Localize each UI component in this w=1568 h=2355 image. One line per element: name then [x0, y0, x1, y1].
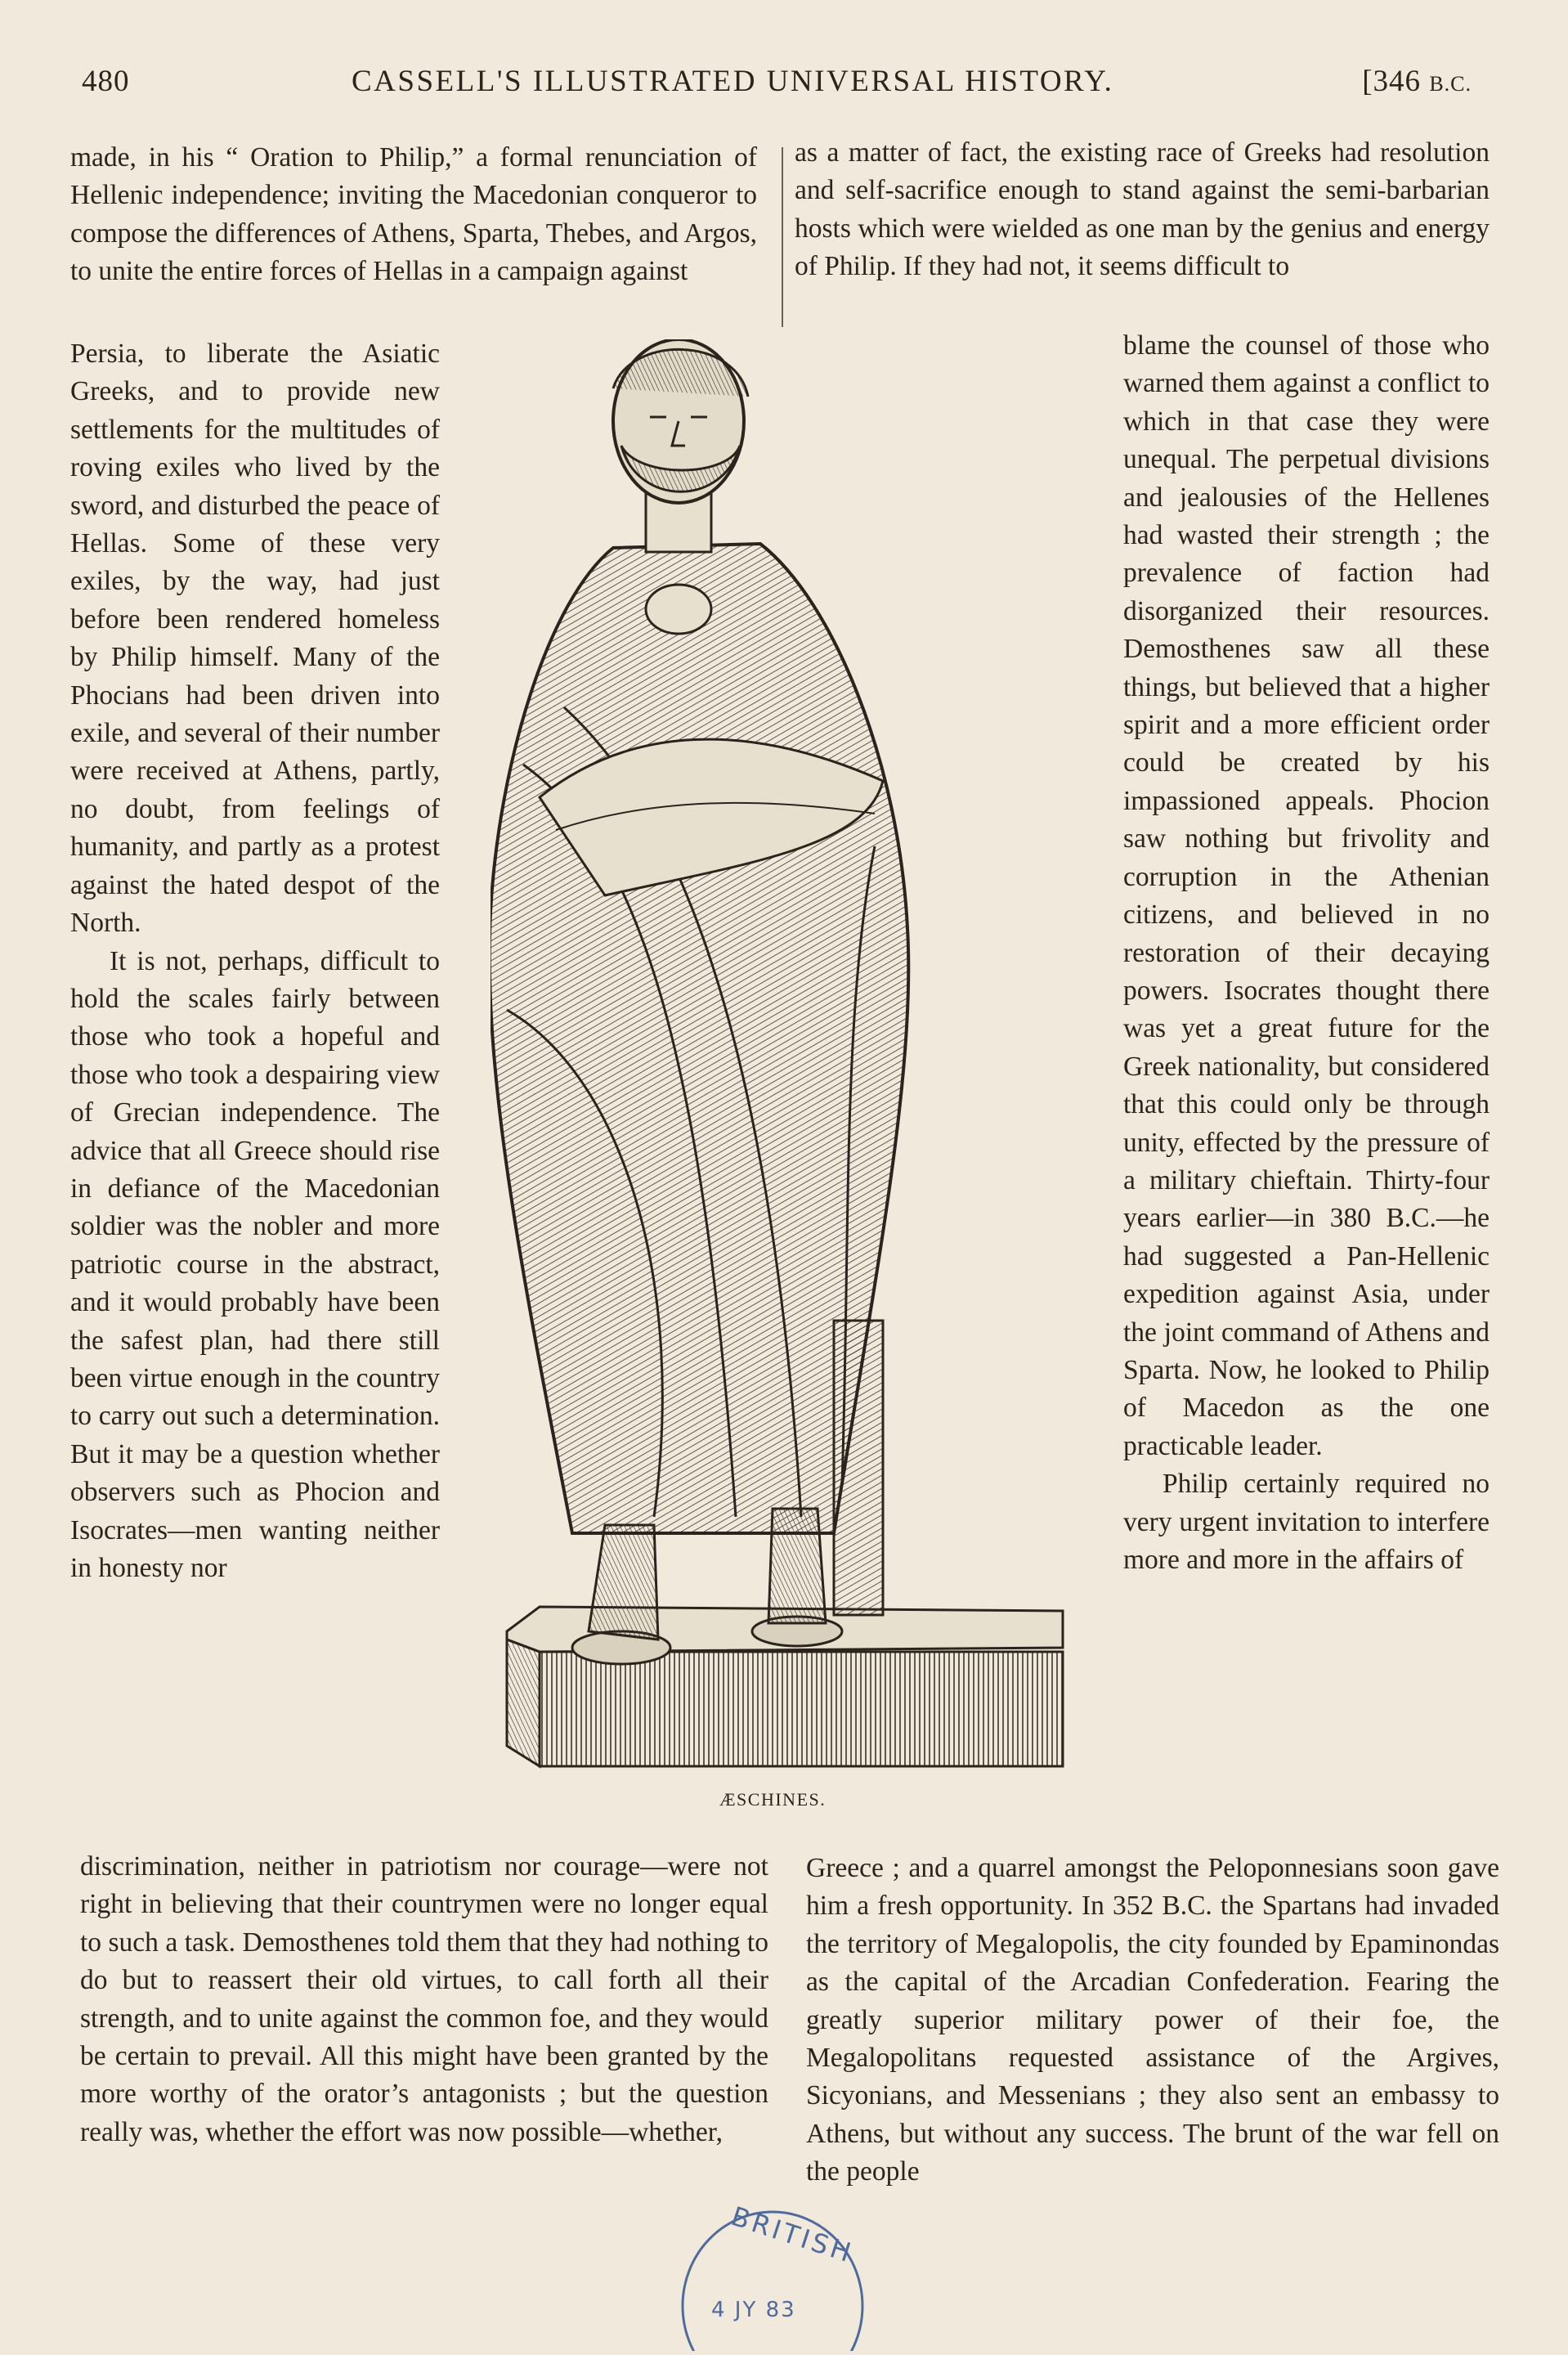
date-open: [346 — [1362, 65, 1422, 98]
column-1-top-text — [70, 139, 757, 291]
paragraph: Persia, to liberate the Asiatic Greeks, and to provide new settlements for the multitudes of roving exiles who lived by the sword, and disturbed the peace of Hellas. Some of these very exiles, by the way, had just before been rendered homeless by Philip himself. Many of the Phocians had been driven into exile, and several of their number were received at Athens, partly, no doubt, from feelings of humanity, and partly as a protest against the hated despot of the North. — [70, 339, 440, 939]
running-title: CASSELL'S ILLUSTRATED UNIVERSAL HISTORY. — [352, 65, 1114, 98]
paragraph: discrimination, neither in patriotism nor courage—were not right in believing that their countrymen were no longer equal to such a task. Demosthenes told them that they had nothing to do but to reassert their old virtues, to call forth all their strength, and to unite against the common foe, and they would be certain to prevail. All this might have been granted by the more worthy of the orator’s antagonists ; but the question really was, whether the effort was now possible—whether, — [80, 1851, 768, 2147]
column-2-side-text — [1123, 327, 1490, 1579]
paragraph: Philip certainly required no very urgent invitation to interfere more and more in the affairs of — [1123, 1469, 1490, 1575]
column-1-side-text — [70, 335, 440, 1587]
statue-engraving-icon — [491, 339, 1079, 1795]
aeschines-statue-figure — [491, 339, 1079, 1795]
column-2-top-text — [795, 134, 1490, 286]
figure-caption: ÆSCHINES. — [719, 1789, 827, 1810]
library-stamp — [679, 2200, 867, 2351]
paragraph: Greece ; and a quarrel amongst the Peloponnesians soon gave him a fresh opportunity. In 352 B.C. the Spartans had invaded the territory of Megalopolis, the city founded by Epaminondas as the capital of the Arcadian Confederation. Fearing the greatly superior military power of their foe, the Megalopolitans requested assistance of the Argives, Sicyonians, and Messenians ; they also sent an embassy to Athens, but without any success. The brunt of the war fell on the people — [806, 1853, 1499, 2187]
stamp-date-text: 4 JY 83 — [711, 2298, 796, 2322]
paragraph: made, in his “ Oration to Philip,” a formal renunciation of Hellenic independence; inviting the Macedonian conqueror to compose the differences of Athens, Sparta, Thebes, and Argos, to unite the entire forces of Hellas in a campaign against — [70, 142, 757, 287]
column-rule — [782, 147, 783, 327]
running-header — [82, 64, 1488, 105]
paragraph: blame the counsel of those who warned them against a conflict to which in that case they were unequal. The perpetual divisions and jealousies of the Hellenes had wasted their strength ; the prevalence of faction had disorganized their resources. Demosthenes saw all these things, but believed that a higher spirit and a more efficient order could be created by his impassioned appeals. Phocion saw nothing but frivolity and corruption in the Athenian citizens, and believed in no restoration of their decaying powers. Isocrates thought there was yet a great future for the Greek nationality, but considered that this could only be through unity, effected by the pressure of a military chieftain. Thirty-four years earlier—in 380 B.C.—he had suggested a Pan-Hellenic expedition against Asia, under the joint command of Athens and Sparta. Now, he looked to Philip of Macedon as the one practicable leader. — [1123, 330, 1490, 1461]
paragraph: It is not, perhaps, difficult to hold the scales fairly between those who took a hopeful and those who took a despairing view of Grecian independence. The advice that all Greece should rise in defiance of the Macedonian soldier was the nobler and more patriotic course in the abstract, and it would probably have been the safest plan, had there still been virtue enough in the country to carry out such a determination. But it may be a question whether observers such as Phocion and Isocrates—men wanting neither in honesty nor — [70, 945, 440, 1583]
column-1-bottom-text — [80, 1848, 768, 2151]
running-date — [1362, 64, 1472, 99]
column-2-bottom-text — [806, 1850, 1499, 2191]
stamp-top-text: BRITISH — [727, 2200, 858, 2270]
page-number: 480 — [82, 65, 130, 98]
date-era: B.C. — [1429, 72, 1472, 96]
paragraph: as a matter of fact, the existing race of Greeks had resolution and self-sacrifice enough to stand against the semi-barbarian hosts which were wielded as one man by the genius and energy of Philip. If they had not, it seems difficult to — [795, 137, 1490, 282]
